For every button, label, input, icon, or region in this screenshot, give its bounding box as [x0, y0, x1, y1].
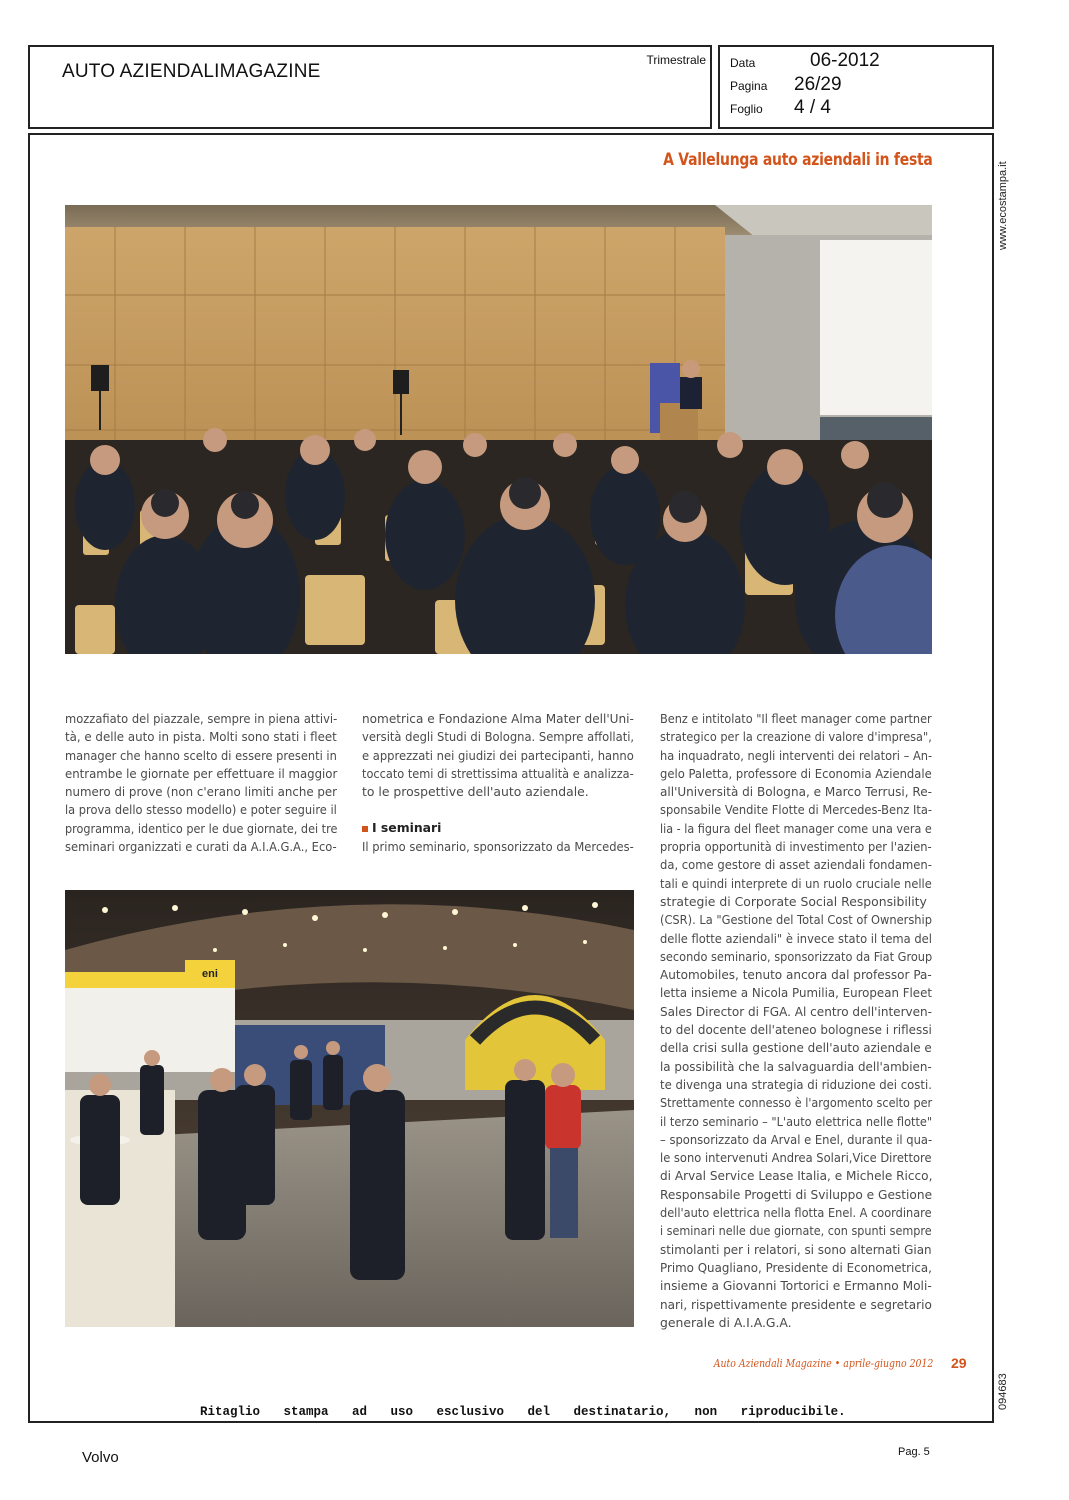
text-line: propria opportunità di investimento per l'azien-	[660, 839, 932, 855]
text-line: Automobiles, tenuto ancora dal professor Pa-	[660, 967, 932, 983]
text-line: insieme a Giovanni Tortorici e Ermanno Moli-	[660, 1278, 932, 1294]
text-line: tà, e delle auto in pista. Molti sono stati i fleet	[65, 729, 337, 745]
text-line: – sponsorizzato da Arval e Enel, durante il qua-	[660, 1131, 933, 1147]
text-line: ha inquadrato, negli interventi dei relatori – An-	[660, 747, 933, 763]
text-line: all'Università di Bologna, e Marco Terrusi, Re-	[660, 784, 932, 800]
eni-sign	[185, 960, 235, 984]
text-line: sponsabile Vendite Flotte di Mercedes-Benz Ita-	[660, 802, 933, 818]
pagina-value: 26/29	[794, 74, 842, 95]
client-name: Volvo	[82, 1449, 119, 1466]
text-line: da, come gestore di asset aziendali fondamen-	[660, 857, 932, 873]
text-line: secondo seminario, sponsorizzato da Fiat Group	[660, 948, 933, 964]
magazine-footer: Auto Aziendali Magazine • aprile-giugno 2012	[713, 1357, 933, 1370]
text-line: te divenga una strategia di riduzione dei costi.	[660, 1076, 932, 1092]
eni-sign-text: eni	[202, 968, 218, 980]
text-line: Primo Quagliano, Presidente di Econometrica,	[660, 1259, 932, 1275]
text-line: lia - la figura del fleet manager come una vera e	[660, 820, 932, 836]
article-column-1	[65, 710, 337, 856]
text-line: strategico per la creazione di valore d'impresa",	[660, 729, 932, 745]
text-line: Strettamente connesso è l'argomento scelto per	[660, 1095, 933, 1111]
pagina-label: Pagina	[730, 79, 768, 93]
text-line: gelo Paletta, professore di Economia Aziendale	[660, 765, 932, 781]
subheading-text: I seminari	[372, 820, 442, 836]
text-line: Sales Director di FGA. Al centro dell'interven-	[660, 1003, 933, 1019]
text-line: manager che hanno scelto di essere presenti in	[65, 747, 337, 763]
magazine-page-number: 29	[951, 1355, 967, 1371]
foglio-value: 4 / 4	[794, 97, 831, 118]
text-line: Responsabile Progetti di Sviluppo e Gestione	[660, 1186, 933, 1202]
clip-disclaimer: Ritaglio stampa ad uso esclusivo del destinatario, non riproducibile.	[200, 1405, 846, 1419]
exhibition-hall-photo	[65, 890, 634, 1327]
frequency-label: Trimestrale	[646, 53, 706, 67]
text-line: mozzafiato del piazzale, sempre in piena attivi-	[65, 711, 338, 726]
text-line: Benz e intitolato "Il fleet manager come partner	[660, 711, 932, 726]
header-publication-box	[28, 45, 712, 129]
text-line: il terzo seminario – "L'auto elettrica nelle flotte"	[660, 1113, 933, 1129]
text-line: le sono intervenuti Andrea Solari,Vice Direttore	[660, 1150, 932, 1166]
text-line: della crisi sulla gestione dell'auto aziendale e	[660, 1040, 932, 1056]
text-line: generale di A.I.A.G.A.	[660, 1314, 792, 1330]
text-line: tali e quindi interprete di un ruolo cruciale nelle	[660, 875, 932, 891]
publication-name: AUTO AZIENDALIMAGAZINE	[62, 61, 321, 82]
text-line: programma, identico per le due giornate, dei tre	[65, 820, 338, 836]
clip-code: 094683	[997, 1373, 1009, 1410]
text-line: Il primo seminario, sponsorizzato da Mercedes-	[362, 838, 634, 854]
text-line: to le prospettive dell'auto aziendale.	[362, 784, 589, 800]
text-line: dell'auto elettrica nella flotta Enel. A coordinare	[660, 1205, 932, 1221]
header-meta-box	[718, 45, 994, 129]
text-line: stimolanti per i relatori, si sono alternati Gian	[660, 1241, 932, 1257]
text-line: i seminari nelle due giornate, con spunti sempre	[660, 1223, 932, 1239]
website-label: www.ecostampa.it	[997, 161, 1009, 250]
conference-room-illustration	[65, 205, 932, 654]
text-line: nari, rispettivamente presidente e segretario	[660, 1296, 932, 1312]
text-line: entrambe le giornate per effettuare il maggior	[65, 765, 338, 781]
subheading	[362, 819, 634, 837]
document-page: Pag. 5	[898, 1446, 930, 1458]
text-line: to del docente dell'ateneo bolognese i riflessi	[660, 1022, 932, 1038]
text-line: la possibilità che la salvaguardia dell'ambien-	[660, 1058, 932, 1074]
article-column-2	[362, 710, 634, 856]
text-line: la prova dello stesso modello) e poter seguire il	[65, 802, 337, 818]
text-line: seminari organizzati e curati da A.I.A.G.A., Eco-	[65, 839, 337, 855]
text-line: delle flotte aziendali" è invece stato il tema del	[660, 930, 932, 946]
text-line: strategie di Corporate Social Responsibility	[660, 893, 927, 909]
text-line: nometrica e Fondazione Alma Mater dell'Uni-	[362, 711, 634, 726]
text-line: letta insieme a Nicola Pumilia, European Fleet	[660, 985, 932, 1001]
exhibition-hall-illustration	[65, 890, 634, 1327]
subheading-bullet	[362, 826, 368, 832]
data-label: Data	[730, 56, 756, 70]
text-line: e apprezzati nei giudizi dei partecipanti, hanno	[362, 747, 634, 763]
text-line: toccato temi di strettissima attualità e analizza-	[362, 765, 634, 781]
data-value: 06-2012	[810, 50, 880, 71]
text-line: di Arval Service Lease Italia, e Michele Ricco,	[660, 1168, 933, 1184]
article-column-3	[660, 710, 932, 1332]
text-line: versità degli Studi di Bologna. Sempre affollati,	[362, 729, 635, 745]
article-headline: A Vallelunga auto aziendali in festa	[663, 150, 933, 170]
foglio-label: Foglio	[730, 102, 763, 116]
conference-room-photo	[65, 205, 932, 654]
text-line: numero di prove (non c'erano limiti anche per	[65, 784, 338, 800]
text-line: (CSR). La "Gestione del Total Cost of Ownership	[660, 912, 932, 928]
